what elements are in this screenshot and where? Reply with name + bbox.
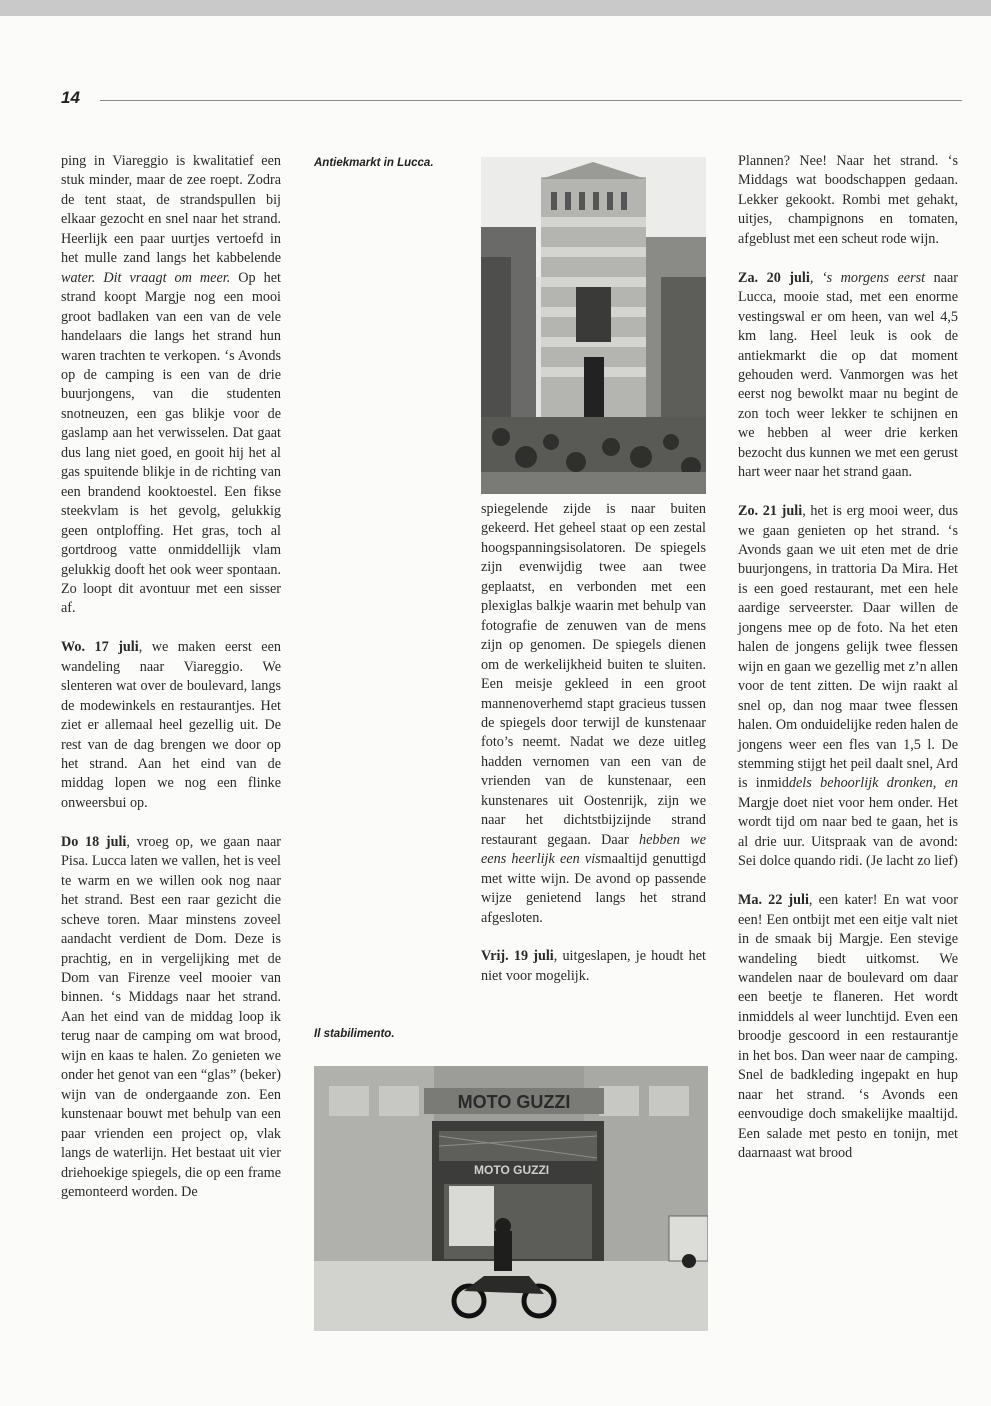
paragraph: Vrij. 19 juli, uitgeslapen, je houdt het niet voor mogelijk.	[481, 948, 706, 984]
date-heading: Ma. 22 juli	[738, 892, 809, 909]
paragraph: Zo. 21 juli, het is erg mooi weer, dus we gaan genieten op het strand. ‘s Avonds gaan we uit eten met de drie buurjongens, in trattoria Da Mira. Het is een goed restaurant, met een hele aardige serveerster. Daar willen de jongens mee op de foto. Na het eten halen de jongens gelijk twee flessen wijn en gaan we gezellig met z’n allen voor de tent zitten. De wijn raakt al snel op, dan nog maar twee flessen halen. Om onduidelijke reden halen de jongens weer een fles van 1,5 l. De stemming stijgt het peil daalt snel, Ard is inmiddels behoorlijk dronken, en Margje doet niet voor hem onder. Het wordt tijd om naar bed te gaan, het is al drie uur. Uitspraak van de avond: Sei dolce quando ridi. (Je lacht zo lief)	[738, 503, 958, 870]
paragraph: spiegelende zijde is naar buiten gekeerd. Het geheel staat op een zestal hoogspanningsisolatoren. De spiegels zijn evenwijdig twee aan twee geplaatst, en verbonden met een plexiglas balkje waarin met behulp van fotografie de zenuwen van de mens zijn op genomen. De spiegels dienen om de werkelijkheid buiten te sluiten. Een meisje gekleed in een groot mannenoverhemd stapt gracieus tussen de spiegels door terwijl de kunstenaar foto’s neemt. Nadat we deze uitleg hadden vernomen van een van de vrienden van de kunstenaar, een kunstenares uit Oostenrijk, zijn we naar het dichtstbijzijnde strand restaurant gegaan. Daar hebben we eens heerlijk een vismaaltijd genuttigd met witte wijn. De avond op passende wijze genietend langs het strand afgesloten.	[481, 501, 707, 926]
scan-top-border	[0, 0, 991, 16]
paragraph: Za. 20 juli, ‘s morgens eerst naar Lucca, mooie stad, met een enorme vestingswal er om heen, van wel 4,5 km lang. Heel leuk is ook de antiekmarkt die op dat moment gehouden werd. Vanmorgen was het eerst nog bewolkt maar nu begint de zon toch weer lekker te schijnen en we hebben al weer drie kerken bezocht dus kunnen we met een gerust hart weer naar het strand gaan.	[738, 269, 958, 481]
date-heading: Zo. 21 juli	[738, 503, 803, 520]
text-column-3	[481, 500, 706, 1006]
caption-lucca: Antiekmarkt in Lucca.	[314, 157, 434, 169]
paragraph: Ma. 22 juli, een kater! En wat voor een! Een ontbijt met een eitje valt niet in de smaak bij Margje. Een stevige wandeling biedt uitkomst. We wandelen naar de boulevard om daar een beetje te flaneren. Het wordt inmiddels al weer lunchtijd. Even een broodje gescoord in een restaurantje in het bos. Dan weer naar de camping. Snel de badkleding ingepakt en hup naar het strand. ‘s Avonds een eenvoudige doch smakelijke maaltijd. Een salade met pesto en tonijn, met daarnaast wat brood	[738, 892, 958, 1162]
date-heading: Vrij. 19 juli	[481, 948, 554, 965]
caption-stabilimento: Il stabilimento.	[314, 1028, 395, 1040]
paragraph: ping in Viareggio is kwalitatief een stuk minder, maar de zee roept. Zodra de tent staat, de strandspullen bij elkaar gezocht en snel naar het strand. Heerlijk een paar uurtjes vertoefd in het mulle zand langs het kabbelende water. Dit vraagt om meer. Op het strand koopt Margje nog een mooi groot badlaken van een van de vele handelaars die langs het strand hun waren trachten te verkopen. ‘s Avonds op de camping is een van de drie buurjongens, van die studenten snotneuzen, een gas blikje voor de gaslamp aan het verwisselen. Dat gaat dus lang niet goed, en gooit hij het al gas spuitende blikje in de richting van een brandend kooktoestel. Een fikse steekvlam is het gevolg, gelukkig geen ontploffing. Het gras, toch al gortdroog vatte onmiddellijk vlam gelukkig dooft het ook weer spontaan. Zo loopt dit avontuur met een sisser af.	[61, 153, 281, 617]
church-photo	[481, 157, 706, 494]
photo-antiekmarkt-lucca	[481, 157, 706, 494]
date-heading: Do 18 juli	[61, 833, 127, 850]
text-column-4	[738, 152, 958, 1183]
factory-sign-text: MOTO GUZZI	[457, 1092, 571, 1112]
paragraph: Plannen? Nee! Naar het strand. ‘s Middags wat boodschappen gedaan. Lekker gekookt. Rombi met gehakt, uitjes, champignons en tomaten, afgeblust met een scheut rode wijn.	[738, 153, 958, 247]
text-column-1	[61, 152, 281, 1222]
date-heading: Wo. 17 juli	[61, 639, 139, 656]
date-heading: Za. 20 juli	[738, 269, 810, 286]
factory-photo	[314, 1066, 708, 1331]
page-number: 14	[61, 88, 80, 107]
paragraph: Do 18 juli, vroeg op, we gaan naar Pisa. Lucca laten we vallen, het is veel te warm en we willen ook nog naar het strand. Best een raar gezicht die scheve toren. Maar minstens zoveel aandacht verdient de Dom. Deze is prachtig, en in vergelijking met de Dom van Firenze veel mooier van binnen. ‘s Middags naar het strand. Aan het eind van de middag loop ik terug naar de camping om wat brood, wijn en kaas te halen. Zo genieten we onder het genot van een “glas” (beker) wijn van de ondergaande zon. Een kunstenaar bouwt met behulp van een paar vrienden een project op, vlak langs de waterlijn. Het bestaat uit vier driehoekige spiegels, die op een frame gemonteerd worden. De	[61, 833, 281, 1200]
paragraph: Wo. 17 juli, we maken eerst een wandeling naar Viareggio. We slenteren wat over de boulevard, langs de modewinkels en restaurantjes. Het ziet er allemaal heel gezellig uit. De rest van de dag brengen we door op het strand. Aan het eind van de middag lopen we nog een flinke onweersbui op.	[61, 639, 281, 811]
photo-stabilimento	[314, 1066, 708, 1331]
factory-inner-sign-text: MOTO GUZZI	[474, 1163, 550, 1177]
header-rule	[100, 100, 962, 101]
